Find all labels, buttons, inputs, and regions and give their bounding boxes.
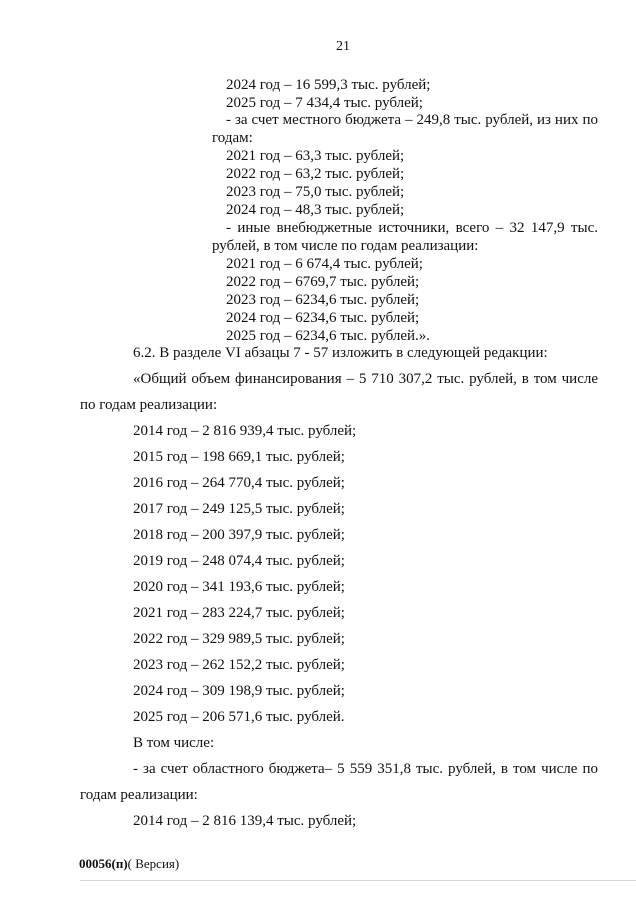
upper-line: 2023 год – 75,0 тыс. рублей; bbox=[226, 184, 405, 200]
regional-budget-line: годам реализации: bbox=[80, 787, 198, 803]
footer-version: ( Версия) bbox=[127, 856, 180, 871]
year-line: 2019 год – 248 074,4 тыс. рублей; bbox=[133, 553, 345, 569]
regional-budget-line: - за счет областного бюджета– 5 559 351,8 тыс. рублей, в том числе по bbox=[133, 761, 598, 777]
page-number: 21 bbox=[336, 39, 350, 54]
upper-line: 2021 год – 63,3 тыс. рублей; bbox=[226, 148, 405, 164]
regional-year-line: 2014 год – 2 816 139,4 тыс. рублей; bbox=[133, 813, 357, 829]
footer-code: 00056(п) bbox=[79, 856, 128, 871]
upper-line: 2024 год – 16 599,3 тыс. рублей; bbox=[226, 77, 431, 93]
year-line: 2020 год – 341 193,6 тыс. рублей; bbox=[133, 579, 345, 595]
total-financing-line: «Общий объем финансирования – 5 710 307,2 тыс. рублей, в том числе bbox=[133, 371, 598, 387]
year-line: 2023 год – 262 152,2 тыс. рублей; bbox=[133, 657, 345, 673]
including-label: В том числе: bbox=[133, 735, 215, 751]
year-line: 2022 год – 329 989,5 тыс. рублей; bbox=[133, 631, 345, 647]
upper-line: 2025 год – 6234,6 тыс. рублей.». bbox=[226, 328, 431, 344]
upper-line: 2024 год – 6234,6 тыс. рублей; bbox=[226, 310, 420, 326]
year-line: 2025 год – 206 571,6 тыс. рублей. bbox=[133, 709, 345, 725]
upper-line: 2024 год – 48,3 тыс. рублей; bbox=[226, 202, 405, 218]
total-financing-line: по годам реализации: bbox=[80, 397, 218, 413]
year-line: 2018 год – 200 397,9 тыс. рублей; bbox=[133, 527, 345, 543]
year-line: 2015 год – 198 669,1 тыс. рублей; bbox=[133, 449, 345, 465]
upper-line: 2025 год – 7 434,4 тыс. рублей; bbox=[226, 95, 423, 111]
upper-line: 2022 год – 63,2 тыс. рублей; bbox=[226, 166, 405, 182]
upper-line: - за счет местного бюджета – 249,8 тыс. рублей, из них по bbox=[226, 112, 598, 128]
footer bbox=[79, 855, 179, 873]
year-line: 2021 год – 283 224,7 тыс. рублей; bbox=[133, 605, 345, 621]
upper-line: 2022 год – 6769,7 тыс. рублей; bbox=[226, 274, 420, 290]
section-heading: 6.2. В разделе VI абзацы 7 - 57 изложить в следующей редакции: bbox=[133, 345, 548, 361]
year-line: 2017 год – 249 125,5 тыс. рублей; bbox=[133, 501, 345, 517]
year-line: 2014 год – 2 816 939,4 тыс. рублей; bbox=[133, 423, 357, 439]
year-line: 2024 год – 309 198,9 тыс. рублей; bbox=[133, 683, 345, 699]
upper-line: 2023 год – 6234,6 тыс. рублей; bbox=[226, 292, 420, 308]
upper-line: - иные внебюджетные источники, всего – 32 147,9 тыс. bbox=[226, 220, 598, 236]
upper-line: 2021 год – 6 674,4 тыс. рублей; bbox=[226, 256, 423, 272]
year-line: 2016 год – 264 770,4 тыс. рублей; bbox=[133, 475, 345, 491]
upper-line: рублей, в том числе по годам реализации: bbox=[212, 238, 479, 254]
scan-edge-line bbox=[80, 880, 636, 881]
upper-line: годам: bbox=[212, 130, 253, 146]
